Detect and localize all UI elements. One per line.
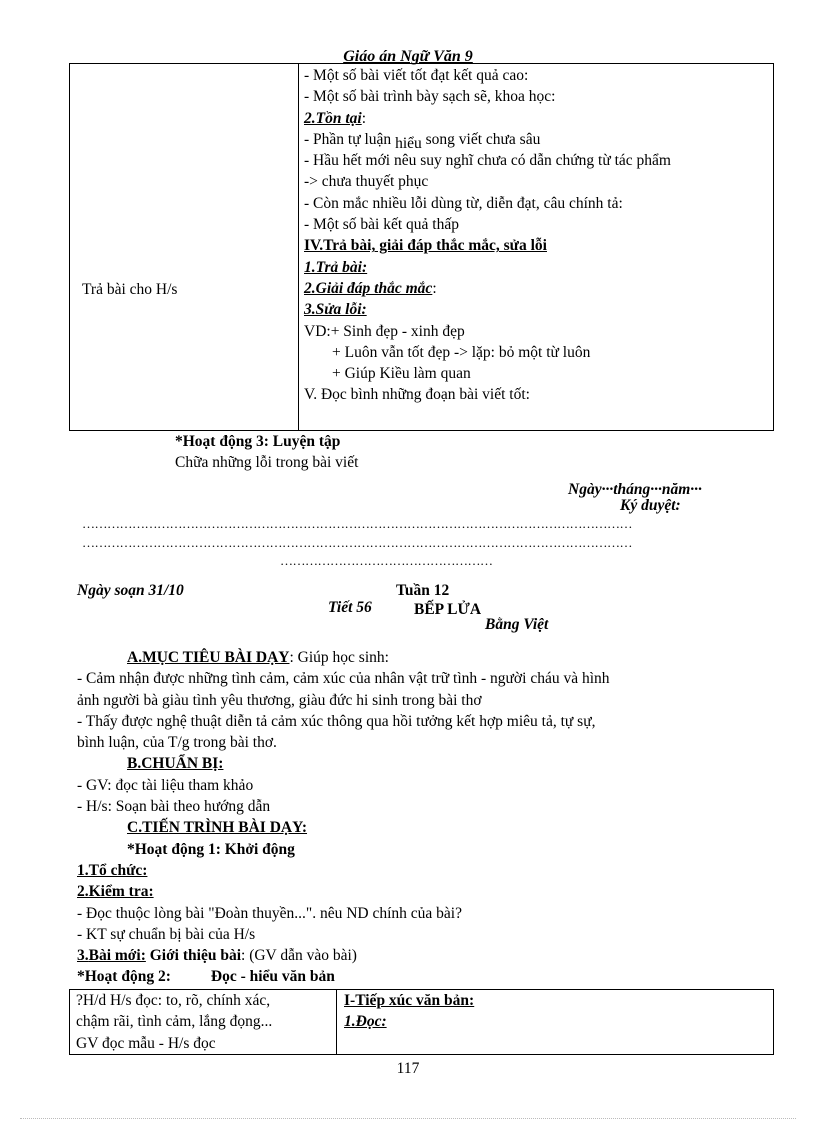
lesson-title: BẾP LỬA bbox=[414, 601, 482, 618]
text-line: ?H/d H/s đọc: to, rõ, chính xác, bbox=[76, 992, 271, 1009]
text-line: V. Đọc bình những đoạn bài viết tốt: bbox=[304, 386, 530, 404]
section-heading-iv: IV.Trả bài, giải đáp thắc mắc, sửa lỗi bbox=[304, 237, 547, 255]
step-to-chuc: 1.Tổ chức: bbox=[77, 861, 148, 879]
text-line: -> chưa thuyết phục bbox=[304, 173, 429, 191]
text-line: - H/s: Soạn bài theo hướng dẫn bbox=[77, 798, 271, 816]
text-line: - Hầu hết mới nêu suy nghĩ chưa có dẫn chứng từ tác phẩm bbox=[304, 152, 671, 170]
page-header-title: Giáo án Ngữ Văn 9 bbox=[343, 48, 473, 65]
section-heading-tiep-xuc: I-Tiếp xúc văn bản: bbox=[344, 992, 475, 1009]
lesson-date: Ngày soạn 31/10 bbox=[77, 582, 184, 599]
text-line: VD:+ Sinh đẹp - xinh đẹp bbox=[304, 322, 465, 340]
text-line: bình luận, của T/g trong bài thơ. bbox=[77, 734, 277, 752]
activity-1-title: *Hoạt động 1: Khởi động bbox=[127, 840, 295, 858]
content-table-top bbox=[69, 63, 774, 431]
text-line: - Thấy được nghệ thuật diễn tả cảm xúc thông qua hồi tưởng kết hợp miêu tả, tự sự, bbox=[77, 712, 596, 730]
lesson-period: Tiết 56 bbox=[328, 599, 372, 616]
text-line: - Cảm nhận được những tình cảm, cảm xúc của nhân vật trữ tình - người cháu và hình bbox=[77, 670, 610, 688]
step-kiem-tra: 2.Kiểm tra: bbox=[77, 883, 154, 901]
table-right-cell bbox=[344, 990, 474, 1033]
dotted-line: …………………………………………………………………………………………………………………… bbox=[82, 535, 632, 550]
text-line: - Một số bài kết quả thấp bbox=[304, 216, 459, 234]
lesson-week: Tuần 12 bbox=[396, 582, 450, 599]
approval-signed: Ký duyệt: bbox=[620, 497, 681, 514]
subheading-tra-bai: 1.Trả bài: bbox=[304, 258, 368, 276]
content-table-bottom bbox=[69, 989, 774, 1055]
subheading-ton-tai: 2.Tồn tại: bbox=[304, 109, 367, 127]
lesson-body bbox=[77, 647, 610, 988]
text-line: - Còn mắc nhiều lỗi dùng từ, diễn đạt, câu chính tả: bbox=[304, 194, 623, 212]
subheading-sua-loi: 3.Sửa lỗi: bbox=[304, 301, 367, 319]
text-line: chậm rãi, tình cảm, lắng đọng... bbox=[76, 1013, 273, 1031]
table-right-cell bbox=[304, 65, 671, 406]
page-bottom-border bbox=[20, 1118, 796, 1120]
section-a-heading: A.MỤC TIÊU BÀI DẠY: Giúp học sinh: bbox=[127, 649, 389, 666]
table-left-cell bbox=[76, 990, 272, 1054]
activity-3-text: Chữa những lỗi trong bài viết bbox=[175, 454, 359, 471]
approval-date: Ngày···tháng···năm··· bbox=[568, 481, 702, 498]
section-b-heading: B.CHUẨN BỊ: bbox=[127, 755, 224, 773]
text-line: - KT sự chuẩn bị bài của H/s bbox=[77, 925, 256, 943]
table-divider bbox=[298, 64, 299, 430]
text-line: ảnh người bà giàu tình yêu thương, giàu đức hi sinh trong bài thơ bbox=[77, 691, 482, 709]
dotted-line: …………………………………………………………………………………………………………………… bbox=[82, 516, 632, 531]
table-left-cell: Trả bài cho H/s bbox=[82, 281, 178, 298]
subheading-doc: 1.Đọc: bbox=[344, 1013, 387, 1031]
text-line: - GV: đọc tài liệu tham khảo bbox=[77, 776, 254, 794]
activity-3-title: *Hoạt động 3: Luyện tập bbox=[175, 433, 341, 450]
dotted-line: …………………………………………… bbox=[280, 553, 493, 568]
subheading-giai-dap: 2.Giải đáp thắc mắc: bbox=[304, 279, 437, 297]
text-line: - Đọc thuộc lòng bài "Đoàn thuyền...". nêu ND chính của bài? bbox=[77, 904, 462, 922]
text-line: - Một số bài viết tốt đạt kết quả cao: bbox=[304, 67, 529, 84]
text-line: - Một số bài trình bày sạch sẽ, khoa học: bbox=[304, 88, 556, 106]
text-line: - Phần tự luận hiểu song viết chưa sâu bbox=[304, 130, 541, 152]
page-number: 117 bbox=[396, 1060, 420, 1077]
text-line: + Giúp Kiều làm quan bbox=[332, 365, 471, 383]
step-bai-moi: 3.Bài mới: Giới thiệu bài: (GV dẫn vào bài) bbox=[77, 947, 357, 965]
text-line: + Luôn vẫn tốt đẹp -> lặp: bỏ một từ luôn bbox=[332, 343, 591, 361]
section-c-heading: C.TIẾN TRÌNH BÀI DẠY: bbox=[127, 819, 308, 837]
table-divider bbox=[336, 990, 337, 1054]
activity-2-title: *Hoạt động 2: Đọc - hiểu văn bản bbox=[77, 968, 335, 986]
text-line: GV đọc mẫu - H/s đọc bbox=[76, 1034, 216, 1052]
lesson-author: Bằng Việt bbox=[485, 616, 549, 633]
